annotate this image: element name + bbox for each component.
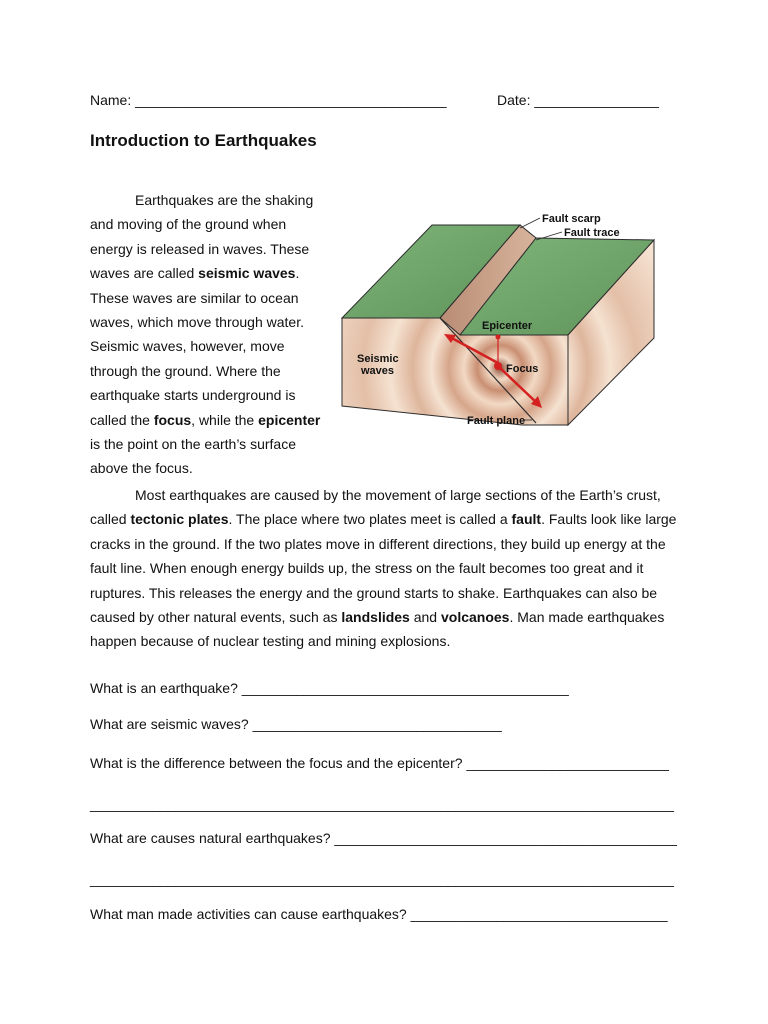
paragraph-line: and moving of the ground when	[90, 216, 287, 233]
question-item	[90, 676, 569, 701]
text-segment: called the	[90, 411, 154, 428]
question-item	[90, 712, 502, 737]
paragraph-line: fault line. When enough energy builds up, the stress on the fault becomes too great and it	[90, 560, 644, 577]
label-fault-plane: Fault plane	[467, 415, 526, 427]
bold-term: fault	[511, 511, 542, 528]
name-blank[interactable]: ________________________________________	[135, 92, 447, 108]
answer-blank[interactable]: ________________________________	[252, 716, 502, 732]
paragraph-line	[90, 605, 664, 630]
text-segment: caused by other natural events, such as	[90, 609, 342, 625]
question-text: What are seismic waves?	[90, 716, 253, 732]
paragraph-line	[90, 507, 676, 532]
text-segment: and	[409, 609, 441, 625]
date-label: Date:	[497, 92, 531, 108]
question-item	[90, 751, 669, 776]
text-segment: .	[295, 265, 300, 282]
label-seismic: Seismic	[357, 353, 399, 365]
paragraph-line: energy is released in waves. These	[90, 240, 310, 257]
answer-blank[interactable]: ___________________________________________________________________________	[90, 796, 674, 812]
text-segment: . Faults look like large	[541, 511, 677, 528]
paragraph-line: earthquake starts underground is	[90, 387, 296, 404]
paragraph-line: These waves are similar to ocean	[90, 289, 299, 306]
name-field	[90, 92, 447, 108]
focus-dot	[494, 362, 502, 370]
paragraph-line: happen because of nuclear testing and mining explosions.	[90, 633, 451, 650]
paragraph-line	[90, 261, 299, 286]
bold-term: tectonic plates	[130, 511, 229, 528]
label-epicenter: Epicenter	[482, 320, 533, 332]
answer-blank[interactable]: _________________________________	[410, 906, 668, 922]
question-item	[90, 867, 674, 892]
bold-term: focus	[153, 411, 192, 428]
text-segment: waves are called	[90, 265, 199, 282]
paragraph-line: is the point on the earth’s surface	[90, 436, 296, 452]
label-fault-trace: Fault trace	[564, 227, 620, 239]
date-blank[interactable]: ________________	[534, 92, 659, 108]
paragraph-line	[90, 408, 320, 433]
bold-term: epicenter	[258, 411, 321, 428]
paragraph-line: waves, which move through water.	[90, 314, 304, 330]
paragraph-line: through the ground. Where the	[90, 362, 281, 379]
text-segment: . Man made earthquakes	[509, 609, 665, 625]
text-segment: , while the	[191, 411, 259, 428]
fault-diagram-svg	[340, 208, 662, 440]
text-segment: called	[90, 511, 131, 528]
page-title: Introduction to Earthquakes	[90, 131, 317, 150]
question-text: What are causes natural earthquakes?	[90, 830, 335, 846]
bold-term: landslides	[341, 609, 410, 625]
bold-term: volcanoes	[440, 609, 510, 625]
question-text: What man made activities can cause earthquakes?	[90, 906, 411, 922]
bold-term: seismic waves	[198, 265, 296, 282]
question-item	[90, 826, 677, 851]
name-label: Name:	[90, 92, 132, 108]
fault-diagram	[340, 208, 662, 440]
epicenter-dot	[496, 335, 501, 340]
paragraph-line: Seismic waves, however, move	[90, 338, 285, 355]
paragraph-line: Most earthquakes are caused by the movement of large sections of the Earth’s crust,	[135, 487, 661, 503]
paragraph-line: above the focus.	[90, 460, 193, 477]
label-fault-scarp: Fault scarp	[542, 213, 601, 225]
label-focus: Focus	[506, 363, 539, 375]
question-text: What is the difference between the focus and the epicenter?	[90, 755, 467, 771]
paragraph-line: ruptures. This releases the energy and the ground starts to shake. Earthquakes can also be	[90, 584, 658, 601]
answer-blank[interactable]: __________________________	[466, 755, 669, 771]
paragraph-line: Earthquakes are the shaking	[135, 192, 314, 208]
answer-blank[interactable]: ___________________________________________________________________________	[90, 871, 674, 887]
question-item	[90, 792, 674, 817]
text-segment: . The place where two plates meet is called a	[228, 511, 512, 528]
question-text: What is an earthquake?	[90, 680, 242, 696]
answer-blank[interactable]: __________________________________________	[241, 680, 569, 696]
label-waves: waves	[361, 365, 395, 377]
paragraph-line: cracks in the ground. If the two plates move in different directions, they build up energy at the	[90, 535, 666, 552]
question-item	[90, 902, 668, 927]
date-field	[497, 92, 659, 108]
answer-blank[interactable]: ____________________________________________	[334, 830, 677, 846]
